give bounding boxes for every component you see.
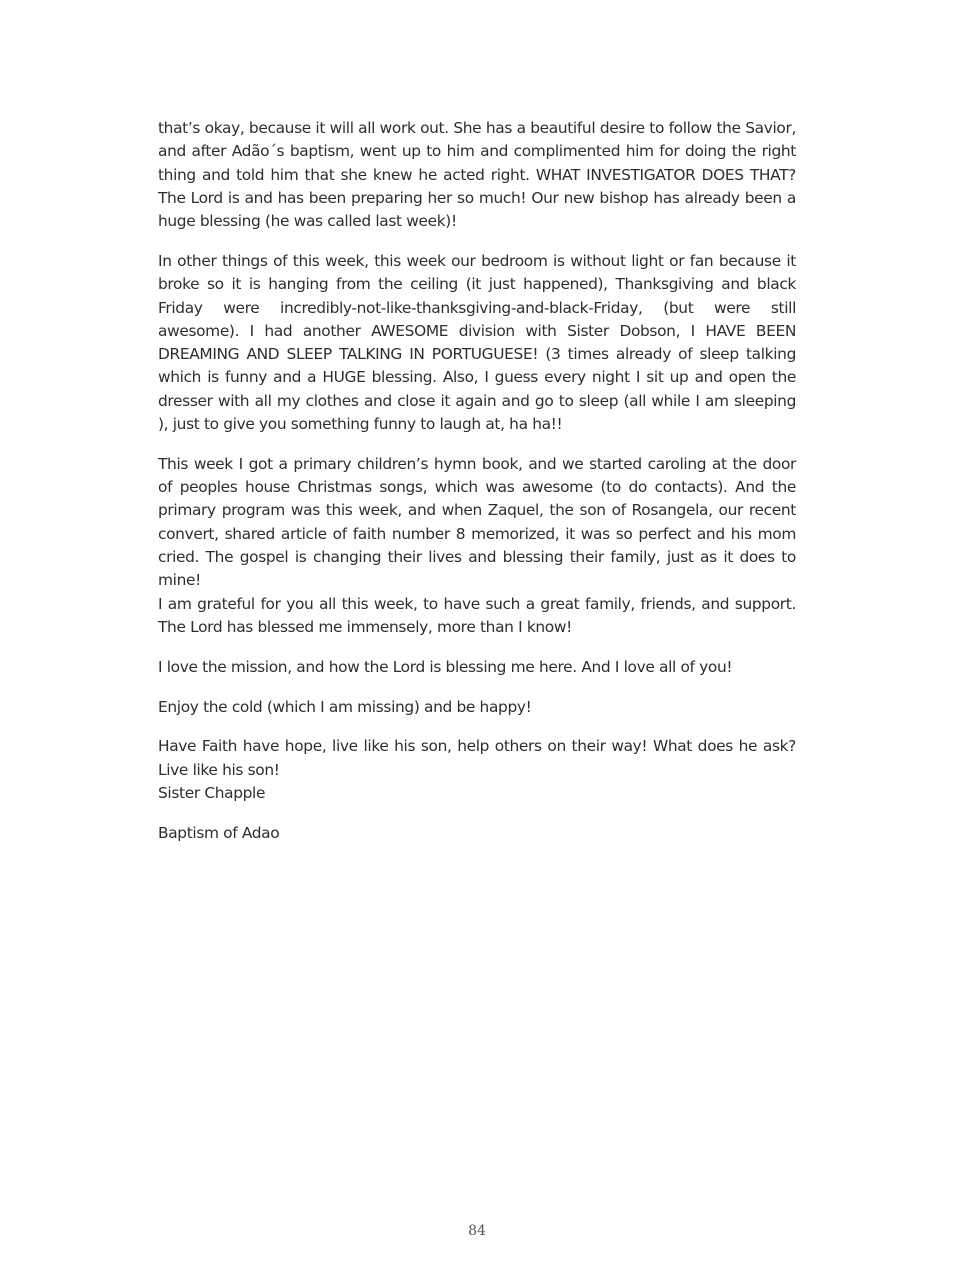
page-number: 84 <box>468 1223 486 1239</box>
paragraph-group-primary <box>158 453 796 639</box>
signature-name: Sister Chapple <box>158 783 266 802</box>
photo-caption: Baptism of Adao <box>158 823 280 842</box>
paragraph-gratitude: I am grateful for you all this week, to have such a great family, friends, and support. The Lord has blessed me immensely, more than I know! <box>158 594 796 636</box>
paragraph-have-faith: Have Faith have hope, live like his son, help others on their way! What does he ask? Live like his son! <box>158 737 796 779</box>
body-text <box>158 117 796 862</box>
paragraph-week-events: In other things of this week, this week our bedroom is without light or fan because it broke so it is hanging from the ceiling (it just happened), Thanksgiving and black Friday were incredibly-not-like-thanksgiving-and-black-Friday, (but were still awesome). I had another AWESOME division with Sister Dobson, I HAVE BEEN DREAMING AND SLEEP TALKING IN PORTUGUESE! (3 times already of sleep talking which is funny and a HUGE blessing. Also, I guess every night I sit up and open the dresser with all my clothes and close it again and go to sleep (all while I am sleeping ), just to give you something funny to laugh at, ha ha!! <box>158 251 796 434</box>
paragraph-group-closing <box>158 735 796 805</box>
paragraph-enjoy-cold: Enjoy the cold (which I am missing) and be happy! <box>158 697 532 716</box>
paragraph-love-mission: I love the mission, and how the Lord is blessing me here. And I love all of you! <box>158 657 733 676</box>
paragraph-primary-program: This week I got a primary children’s hymn book, and we started caroling at the door of peoples house Christmas songs, which was awesome (to do contacts). And the primary program was this week, and when Zaquel, the son of Rosangela, our recent convert, shared article of faith number 8 memorized, it was so perfect and his mom cried. The gospel is changing their lives and blessing their family, just as it does to mine! <box>158 454 796 590</box>
paragraph-investigator-blessing: that’s okay, because it will all work out. She has a beautiful desire to follow the Savior, and after Adão´s baptism, went up to him and complimented him for doing the right thing and told him that she knew he acted right. WHAT INVESTIGATOR DOES THAT? The Lord is and has been preparing her so much! Our new bishop has already been a huge blessing (he was called last week)! <box>158 119 796 231</box>
